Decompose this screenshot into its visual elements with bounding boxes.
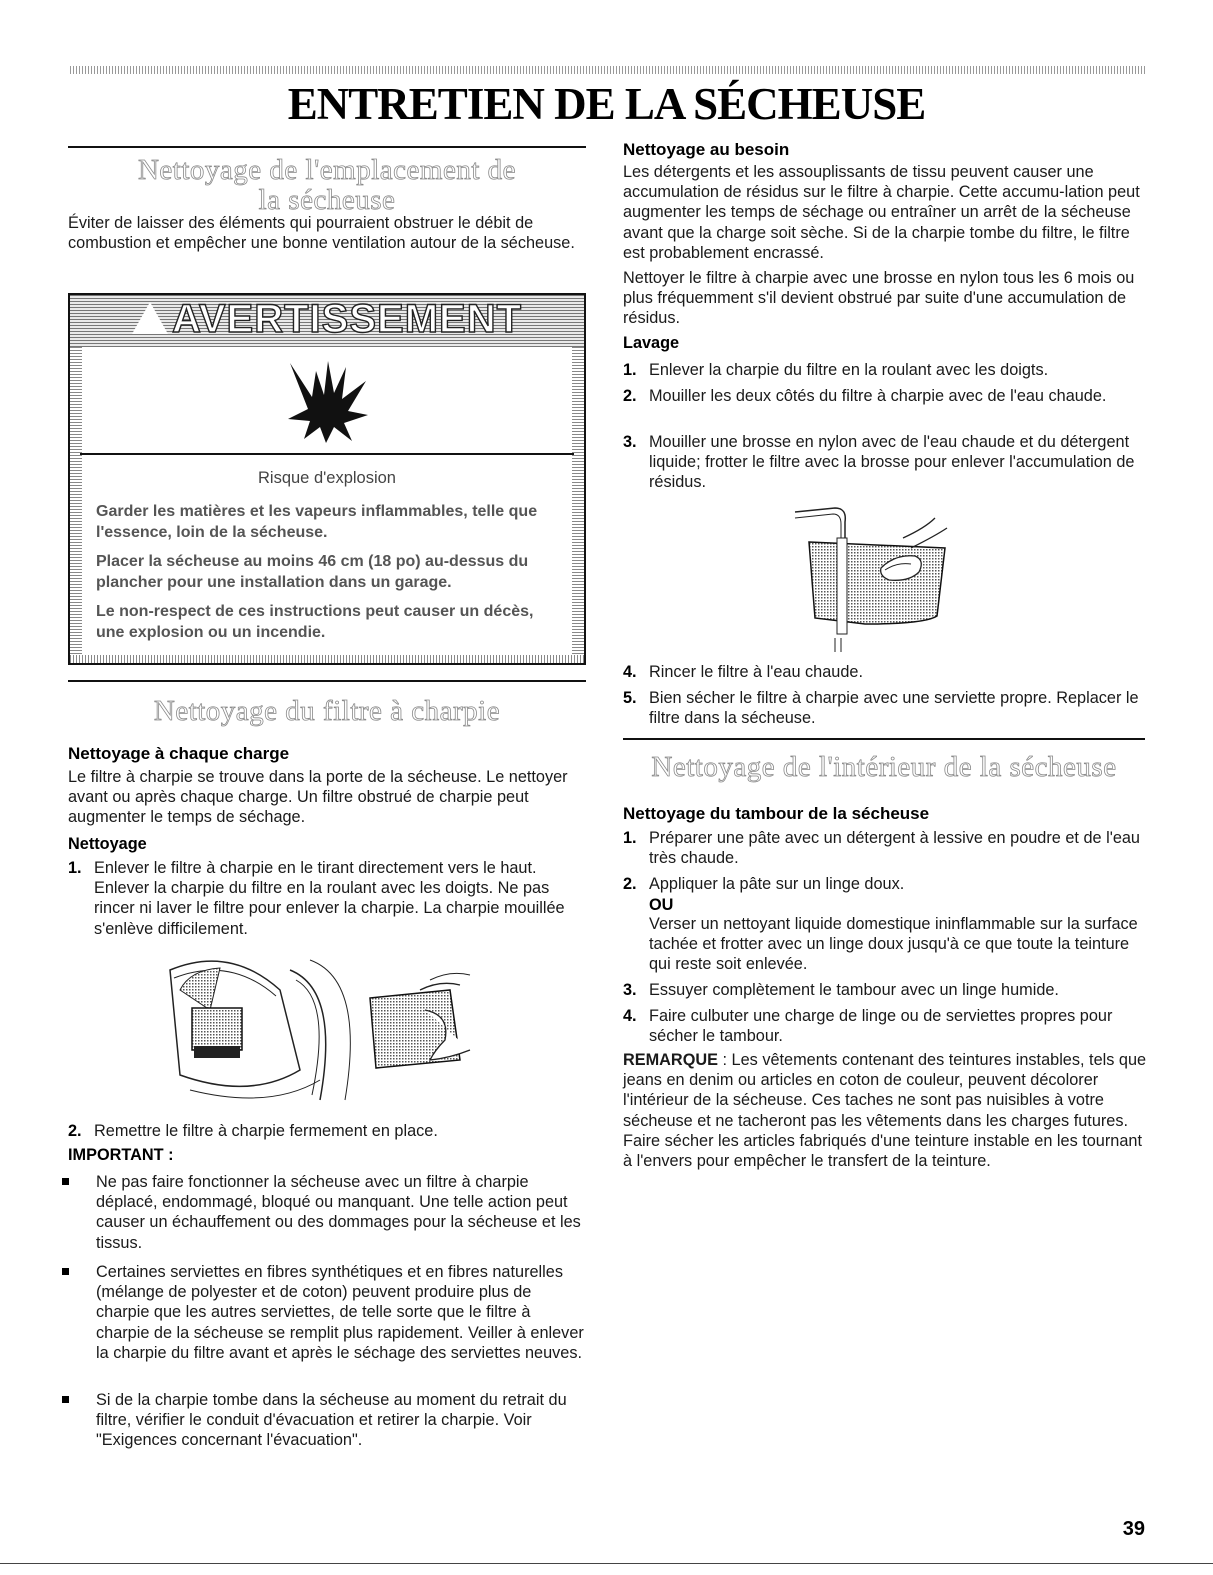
step-number: 4. (623, 1007, 637, 1025)
bottom-rule (0, 1563, 1213, 1564)
or-label: OU (649, 896, 674, 914)
warning-paragraph: Le non-respect de ces instructions peut causer un décès, une explosion ou un incendie. (96, 603, 534, 641)
warning-risk: Risque d'explosion (258, 469, 396, 487)
bullet-text: Certaines serviettes en fibres synthétiques et en fibres naturelles (mélange de polyester et de coton) peuvent produire plus de charpie que les autres serviettes, de telle sorte que le filtre à charpie de la sécheuse se remplit plus rapidement. Veiller à enlever la charpie du filtre avant et après le séchage des serviettes neuves. (96, 1263, 584, 1362)
remarque-label: REMARQUE (623, 1051, 718, 1069)
step-number: 1. (68, 859, 82, 877)
warning-bottom-band (70, 655, 584, 663)
warning-edge-right (572, 347, 584, 663)
page-title: ENTRETIEN DE LA SÉCHEUSE (287, 79, 926, 129)
step-text: Remettre le filtre à charpie fermement en place. (94, 1122, 438, 1140)
section-rule (623, 738, 1145, 740)
warning-paragraph: Placer la sécheuse au moins 46 cm (18 po) au-dessus du plancher pour une installation dans un garage. (96, 553, 529, 591)
important-label: IMPORTANT : (68, 1146, 174, 1164)
remarque-text: : Les vêtements contenant des teintures instables, tels que jeans en denim ou articles en coton de couleur, peuvent décolorer l'intérieur de la sécheuse. Ces taches ne sont pas nuisibles à votre sécheuse et ne tacheront pas les vêtements dans les charges futures. Faire sécher les articles fabriqués d'une teinture instable en les tournant à l'envers pour empêcher le transfert de la teinture. (623, 1051, 1147, 1171)
step-text: Mouiller une brosse en nylon avec de l'eau chaude et du détergent liquide; frotter le filtre avec la brosse pour enlever l'accumulation de résidus. (649, 433, 1135, 492)
step-text: Appliquer la pâte sur un linge doux. (649, 875, 905, 893)
intro-paragraph: Éviter de laisser des éléments qui pourraient obstruer le débit de combustion et empêcher une bonne ventilation autour de la sécheuse. (68, 214, 575, 253)
subheading: Lavage (623, 334, 680, 352)
list-item (623, 828, 1148, 868)
page-number: 39 (1122, 1518, 1145, 1540)
step-text: Essuyer complètement le tambour avec un linge humide. (649, 981, 1059, 999)
list-item (623, 688, 1148, 728)
step-number: 5. (623, 689, 637, 707)
list-item (623, 386, 1123, 406)
header-hatch-band (70, 66, 1145, 74)
step-number: 2. (68, 1122, 82, 1140)
section-title-line: Nettoyage de l'emplacement de (137, 154, 517, 186)
step-number: 3. (623, 433, 637, 451)
bullet-text: Ne pas faire fonctionner la sécheuse avec un filtre à charpie déplacé, endommagé, bloqué ou manquant. Une telle action peut causer un échauffement ou des dommages pour la sécheuse et les tissus. (96, 1173, 581, 1252)
list-item (623, 874, 1148, 894)
bullet-item (60, 1390, 588, 1451)
step-number: 1. (623, 361, 637, 379)
step-number: 4. (623, 663, 637, 681)
lint-filter-figure (150, 950, 510, 1110)
filter-brush-figure (785, 498, 965, 656)
step-text: Préparer une pâte avec un détergent à lessive en poudre et de l'eau très chaude. (649, 829, 1140, 868)
paragraph: Nettoyer le filtre à charpie avec une brosse en nylon tous les 6 mois ou plus fréquemment s'il devient obstrué par suite d'une accumulation de résidus. (623, 269, 1135, 328)
section-title-interieur: Nettoyage de l'intérieur de la sécheuse (651, 751, 1117, 783)
list-item (623, 432, 1148, 493)
subheading: Nettoyage à chaque charge (68, 744, 290, 763)
bullet-mark (62, 1396, 69, 1403)
step-text: Enlever la charpie du filtre en la roulant avec les doigts. (649, 361, 1049, 379)
explosion-icon (286, 357, 370, 443)
bullet-mark (62, 1268, 69, 1275)
warning-edge-left (70, 347, 82, 663)
section-rule (68, 680, 586, 682)
list-item (623, 662, 1148, 682)
warning-divider (80, 453, 574, 455)
step-text: Faire culbuter une charge de linge ou de serviettes propres pour sécher le tambour. (649, 1007, 1113, 1046)
warning-label (70, 297, 584, 342)
list-item (68, 858, 588, 939)
bullet-text: Si de la charpie tombe dans la sécheuse au moment du retrait du filtre, vérifier le conduit d'évacuation et retirer la charpie. Voir "Exigences concernant l'évacuation". (96, 1391, 567, 1450)
warning-paragraph: Garder les matières et les vapeurs inflammables, telle que l'essence, loin de la sécheuse. (96, 503, 538, 541)
bullet-item (60, 1262, 588, 1363)
step-number: 2. (623, 875, 637, 893)
step-text: Mouiller les deux côtés du filtre à charpie avec de l'eau chaude. (649, 387, 1107, 405)
paragraph: Verser un nettoyant liquide domestique ininflammable sur la surface tachée et frotter avec un linge doux jusqu'à ce que toute la teinture qui reste soit enlevée. (649, 915, 1138, 974)
step-number: 1. (623, 829, 637, 847)
warning-box (68, 293, 586, 665)
list-item (623, 360, 1148, 380)
section-title-emplacement (68, 155, 586, 215)
step-text: Rincer le filtre à l'eau chaude. (649, 663, 863, 681)
warning-label-text: AVERTISSEMENT (171, 297, 523, 341)
paragraph: Les détergents et les assouplissants de tissu peuvent causer une accumulation de résidus sur le filtre à charpie. Cette accumu-lation peut augmenter les temps de séchage ou entraîner un arrêt de la sécheuse avant que la charge soit sèche. Si de la charpie tombe du filtre, le filtre est probablement encrassé. (623, 163, 1140, 262)
section-title-line: la sécheuse (258, 184, 396, 216)
warning-triangle-icon (132, 302, 168, 334)
subheading: Nettoyage au besoin (623, 140, 790, 159)
subheading: Nettoyage du tambour de la sécheuse (623, 804, 930, 823)
list-item (68, 1121, 588, 1141)
step-number: 3. (623, 981, 637, 999)
subheading: Nettoyage (68, 835, 147, 853)
section-rule (68, 146, 586, 148)
list-item (623, 980, 1148, 1000)
paragraph: Le filtre à charpie se trouve dans la porte de la sécheuse. Le nettoyer avant ou après chaque charge. Un filtre obstrué de charpie peut augmenter le temps de séchage. (68, 768, 568, 827)
bullet-mark (62, 1178, 69, 1185)
list-item (623, 1006, 1148, 1046)
remarque-paragraph (623, 1050, 1148, 1171)
step-text: Enlever le filtre à charpie en le tirant directement vers le haut. Enlever la charpie du filtre en la roulant avec les doigts. Ne pas rincer ni laver le filtre pour enlever la charpie. La charpie mouillée s'enlève difficilement. (94, 859, 565, 938)
section-title-filtre: Nettoyage du filtre à charpie (153, 695, 501, 727)
step-text: Bien sécher le filtre à charpie avec une serviette propre. Replacer le filtre dans la sécheuse. (649, 689, 1139, 728)
bullet-item (60, 1172, 588, 1253)
step-number: 2. (623, 387, 637, 405)
